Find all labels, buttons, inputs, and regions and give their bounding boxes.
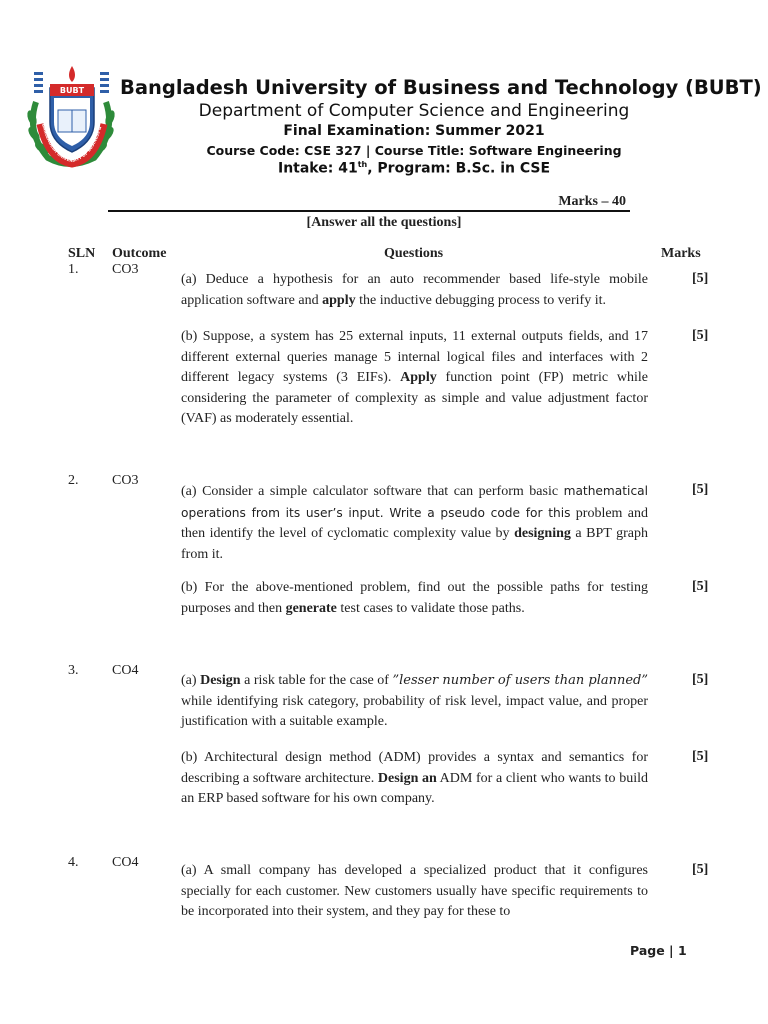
emphasis-verb: generate <box>285 600 337 616</box>
question-part-marks: [5] <box>692 579 709 594</box>
text-run: a BPT graph from it. <box>181 526 649 562</box>
text-run: (a) A small company has developed a specialized product that it configures specially for each customer. New customers usually have specific requirements to be incorporated into their system, and they pay for these to <box>181 863 648 919</box>
question-part-text <box>181 671 648 733</box>
emphasis-verb: Design <box>200 673 241 688</box>
text-run: while identifying risk category, probability of risk level, impact value, and proper justification with a suitable example. <box>181 693 648 729</box>
question-part-text <box>181 270 648 311</box>
question-outcome: CO4 <box>112 855 139 870</box>
emphasis-verb: Apply <box>400 370 437 385</box>
instruction: [Answer all the questions] <box>306 215 462 230</box>
text-run: (b) Architectural design method (ADM) provides a syntax and semantics for describing a software architecture. <box>181 750 648 786</box>
header-divider <box>108 210 630 212</box>
question-part-text <box>181 578 648 619</box>
question-part-marks: [5] <box>692 328 709 343</box>
question-part-text <box>181 481 648 565</box>
text-run: (a) Consider a simple calculator software that can perform basic <box>181 484 564 499</box>
question-number: 3. <box>68 663 79 678</box>
question-part-marks: [5] <box>692 672 709 687</box>
question-outcome: CO3 <box>112 473 139 488</box>
question-number: 1. <box>68 262 79 277</box>
text-run: ADM for a client who wants to build an ERP based software for his own company. <box>181 770 648 806</box>
text-run: (a) <box>181 673 201 688</box>
question-part-text <box>181 861 648 923</box>
text-run: function point (FP) metric while considering the parameter of complexity as simple and value adjustment factor (VAF) as moderately essential. <box>181 370 648 426</box>
total-marks: Marks – 40 <box>558 194 626 209</box>
text-run: a risk table for the case of <box>240 673 393 688</box>
page-number: Page | 1 <box>630 943 687 958</box>
column-header-marks: Marks <box>661 246 701 261</box>
question-number: 4. <box>68 855 79 870</box>
university-name: Bangladesh University of Business and Technology (BUBT) <box>120 76 762 99</box>
text-run: problem and then identify the level of cyclomatic complexity value by <box>181 505 649 541</box>
department-name: Department of Computer Science and Engineering <box>198 101 630 121</box>
intake-suffix: , Program: B.Sc. in CSE <box>367 160 551 177</box>
logo-ring-text: BANGLADESH UNIVERSITY OF BUSINESS & <box>41 123 103 164</box>
intake-sup: th <box>357 160 368 169</box>
logo-acronym: BUBT <box>59 86 85 95</box>
intake-prefix: Intake: 41 <box>277 160 358 177</box>
intake-program <box>120 160 708 177</box>
column-header-sln: SLN <box>68 246 96 261</box>
question-number: 2. <box>68 473 79 488</box>
question-part-marks: [5] <box>692 749 709 764</box>
column-header-outcome: Outcome <box>112 246 167 261</box>
question-part-marks: [5] <box>692 271 709 286</box>
question-outcome: CO4 <box>112 663 139 678</box>
text-run: (b) For the above-mentioned problem, find out the possible paths for testing purposes and then <box>181 580 648 616</box>
column-header-questions: Questions <box>384 246 444 261</box>
text-run: (b) Suppose, a system has 25 external inputs, 11 external outputs fields, and 17 different external queries manage 5 internal logical files and interfaces with 2 different legacy systems (3 EIFs). <box>181 329 648 385</box>
emphasis-verb: designing <box>514 526 571 541</box>
question-part-marks: [5] <box>692 482 709 497</box>
exam-title: Final Examination: Summer 2021 <box>283 123 545 139</box>
emphasis-verb: Design an <box>377 770 437 786</box>
text-run: (a) Deduce a hypothesis for an auto recommender based life-style mobile application software and <box>181 272 648 308</box>
torch-flame-icon <box>69 66 75 82</box>
text-run: test cases to validate those paths. <box>336 600 525 616</box>
question-part-marks: [5] <box>692 862 709 877</box>
text-run: the inductive debugging process to verify it. <box>355 292 606 308</box>
question-part-text <box>181 327 648 430</box>
quoted-case: ”lesser number of users than planned” <box>392 673 649 688</box>
question-outcome: CO3 <box>112 262 139 277</box>
university-logo <box>20 62 124 174</box>
emphasis-verb: apply <box>322 292 356 308</box>
course-info: Course Code: CSE 327 | Course Title: Software Engineering <box>206 143 622 158</box>
question-part-text <box>181 748 648 810</box>
text-run-sans: mathematical operations from its user’s input. Write a pseudo code for this <box>181 484 648 520</box>
